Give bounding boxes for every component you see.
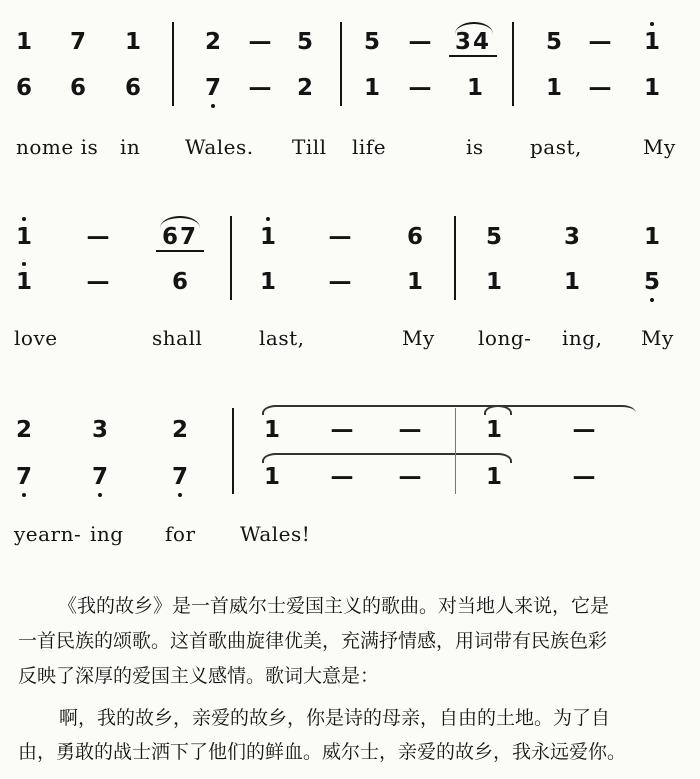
- melody-note: 1: [263, 417, 280, 443]
- harmony-note: 1: [406, 269, 423, 295]
- dash: —: [330, 464, 354, 490]
- lyric: ing: [90, 522, 124, 546]
- melody-note: 5: [296, 29, 313, 55]
- lyric: love: [14, 326, 58, 350]
- harmony-note-low: 7: [10, 465, 38, 489]
- dash: —: [86, 224, 110, 250]
- harmony-note: 6: [69, 75, 86, 101]
- melody-note: 6: [406, 224, 423, 250]
- melody-note: 1: [485, 417, 502, 443]
- lyric: Till: [292, 135, 327, 159]
- lyric: shall: [152, 326, 203, 350]
- melody-note: 2: [15, 417, 32, 443]
- dash: —: [408, 29, 432, 55]
- paragraph-line: 啊，我的故乡，亲爱的故乡，你是诗的母亲，自由的土地。为了自: [40, 707, 611, 729]
- melody-note-high: 1: [254, 225, 282, 249]
- bar-line: [230, 216, 232, 300]
- harmony-note-low: 7: [199, 76, 227, 100]
- harmony-note: 1: [643, 75, 660, 101]
- harmony-note: 1: [485, 464, 502, 490]
- lyric: My: [641, 326, 674, 350]
- harmony-note: 6: [15, 75, 32, 101]
- slur: [160, 216, 200, 228]
- melody-note: 5: [363, 29, 380, 55]
- melody-note-pair: 67: [156, 225, 204, 252]
- lyric: is: [466, 135, 484, 159]
- tie: [262, 405, 512, 415]
- dash: —: [572, 464, 596, 490]
- lyric: for: [165, 522, 196, 546]
- harmony-note: 6: [171, 269, 188, 295]
- melody-note-high: 1: [638, 30, 666, 54]
- bar-line-dashed: [455, 408, 456, 494]
- lyric: in: [120, 135, 141, 159]
- melody-note: 3: [91, 417, 108, 443]
- harmony-note: 1: [563, 269, 580, 295]
- lyric: last,: [259, 326, 305, 350]
- bar-line: [172, 22, 174, 106]
- melody-note-pair: 34: [449, 30, 497, 57]
- dash: —: [408, 75, 432, 101]
- dash: —: [588, 75, 612, 101]
- harmony-note: 1: [363, 75, 380, 101]
- lyric: My: [643, 135, 676, 159]
- paragraph-line: 《我的故乡》是一首威尔士爱国主义的歌曲。对当地人来说，它是: [58, 595, 610, 617]
- harmony-note: 1: [545, 75, 562, 101]
- harmony-note: 6: [124, 75, 141, 101]
- paragraph-line: 一首民族的颂歌。这首歌曲旋律优美，充满抒情感，用词带有民族色彩: [18, 630, 608, 652]
- dash: —: [328, 224, 352, 250]
- harmony-note-low: 5: [638, 270, 666, 294]
- harmony-note: 1: [466, 75, 483, 101]
- lyric: Wales.: [185, 135, 254, 159]
- melody-note-high: 1: [10, 225, 38, 249]
- lyric: nome is: [16, 135, 99, 159]
- harmony-note: 1: [263, 464, 280, 490]
- dash: —: [248, 29, 272, 55]
- dash: —: [248, 75, 272, 101]
- bar-line: [512, 22, 514, 106]
- melody-note: 1: [15, 29, 32, 55]
- dash: —: [86, 269, 110, 295]
- lyric: My: [402, 326, 435, 350]
- dash: —: [588, 29, 612, 55]
- melody-note: 1: [124, 29, 141, 55]
- lyric: yearn-: [14, 522, 82, 546]
- dash: —: [328, 269, 352, 295]
- melody-note: 3: [563, 224, 580, 250]
- harmony-note: 1: [485, 269, 502, 295]
- melody-note: 5: [485, 224, 502, 250]
- harmony-note-low: 7: [166, 465, 194, 489]
- tie: [262, 453, 512, 463]
- melody-note: 5: [545, 29, 562, 55]
- melody-note: 2: [204, 29, 221, 55]
- dash: —: [398, 417, 422, 443]
- harmony-note: 1: [259, 269, 276, 295]
- dash: —: [398, 464, 422, 490]
- dash: —: [330, 417, 354, 443]
- harmony-note-low: 7: [86, 465, 114, 489]
- harmony-note-high: 1: [10, 270, 38, 294]
- lyric: past,: [530, 135, 582, 159]
- lyric: life: [352, 135, 387, 159]
- melody-note: 1: [643, 224, 660, 250]
- melody-note: 7: [69, 29, 86, 55]
- bar-line: [340, 22, 342, 106]
- slur: [455, 22, 493, 34]
- lyric: long-: [478, 326, 532, 350]
- bar-line: [454, 216, 456, 300]
- paragraph-line: 由，勇敢的战士洒下了他们的鲜血。威尔士，亲爱的故乡，我永远爱你。: [18, 741, 627, 763]
- dash: —: [572, 417, 596, 443]
- lyric: ing,: [562, 326, 603, 350]
- tie: [484, 405, 636, 415]
- melody-note: 2: [171, 417, 188, 443]
- harmony-note: 2: [296, 75, 313, 101]
- bar-line: [232, 408, 234, 494]
- lyric: Wales!: [240, 522, 311, 546]
- paragraph-line: 反映了深厚的爱国主义感情。歌词大意是：: [18, 665, 380, 687]
